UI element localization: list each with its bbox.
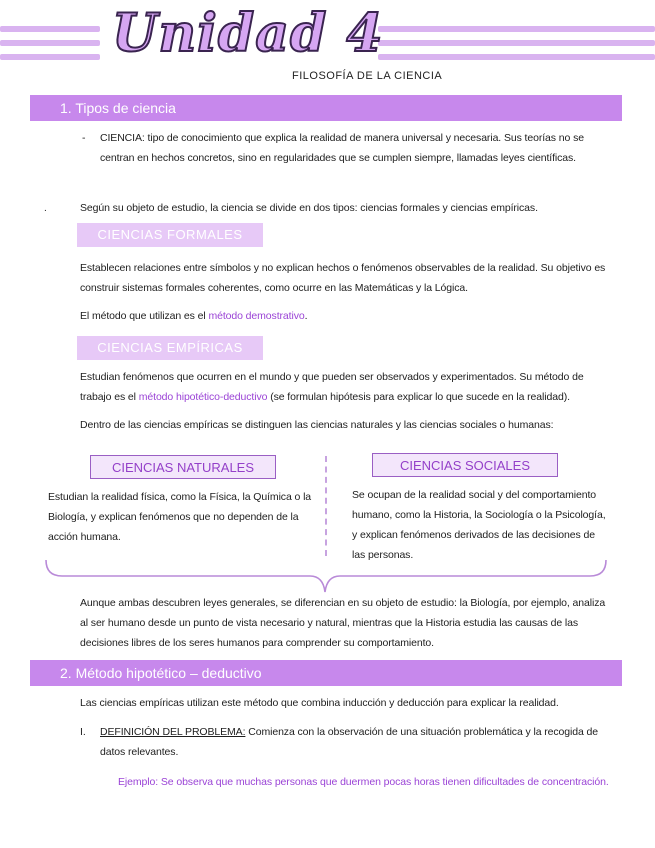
method-hipotetico-deductivo: método hipotético-deductivo [138, 391, 268, 403]
header-stripe [378, 40, 655, 46]
label-ciencias-naturales: CIENCIAS NATURALES [90, 455, 276, 479]
method-demostrativo: método demostrativo [208, 310, 305, 322]
label-ciencias-formales: CIENCIAS FORMALES [77, 223, 263, 247]
subdivision-paragraph: Dentro de las ciencias empíricas se distinguen las ciencias naturales y las ciencias sociales o humanas: [80, 419, 554, 431]
page-subtitle: FILOSOFÍA DE LA CIENCIA [292, 70, 443, 82]
step-number: I. [80, 726, 86, 738]
label-ciencias-sociales: CIENCIAS SOCIALES [372, 453, 558, 477]
header-stripe [0, 40, 100, 46]
section-heading: 1. Tipos de ciencia [30, 95, 622, 121]
comparison-paragraph: Aunque ambas descubren leyes generales, se diferencian en su objeto de estudio: la Biología, por ejemplo, analiza al ser humano desde un punto de vista necesario y natural, mientras que la Historia estudia las causas de las decisiones libres de los seres humanos para comprender su comportamiento. [80, 597, 606, 649]
label-ciencias-empiricas: CIENCIAS EMPÍRICAS [77, 336, 263, 360]
formales-method: El método que utilizan es el método demostrativo. [80, 310, 308, 322]
page-title: Unidad 4 [112, 3, 384, 64]
stray-dot: . [44, 203, 47, 214]
header-stripe [378, 26, 655, 32]
empiricas-paragraph: Estudian fenómenos que ocurren en el mundo y que pueden ser observados y experimentados. Su método de trabajo es el método hipotético-deductivo (se formulan hipótesis para explicar lo que sucede en la realidad). [80, 371, 584, 403]
method-intro: Las ciencias empíricas utilizan este método que combina inducción y deducción para explicar la realidad. [80, 697, 559, 709]
step-text: Comienza con la observación de una situación problemática y la recogida de datos relevantes. [100, 726, 599, 758]
definition-text: : tipo de conocimiento que explica la realidad de manera universal y necesaria. Sus teorías no se centran en hechos concretos, sino en regularidades que se cumplen siempre, llamadas leyes científicas. [100, 132, 584, 164]
step-term: DEFINICIÓN DEL PROBLEMA: [100, 726, 246, 738]
bullet-dash: - [82, 132, 86, 144]
header-stripe [0, 26, 100, 32]
definition-term: CIENCIA [100, 132, 142, 144]
header-stripe [0, 54, 100, 60]
naturales-paragraph: Estudian la realidad física, como la Física, la Química o la Biología, y explican fenómenos que no dependen de la acción humana. [48, 491, 312, 543]
curly-brace [40, 558, 615, 594]
sociales-paragraph: Se ocupan de la realidad social y del comportamiento humano, como la Historia, la Sociología o la Psicología, y explican fenómenos derivados de las decisiones de las personas. [352, 489, 606, 561]
example-text: Ejemplo: Se observa que muchas personas que duermen pocas horas tienen dificultades de concentración. [118, 776, 609, 788]
section-heading: 2. Método hipotético – deductivo [30, 660, 622, 686]
intro-paragraph: Según su objeto de estudio, la ciencia se divide en dos tipos: ciencias formales y ciencias empíricas. [80, 202, 538, 214]
definition-ciencia [100, 128, 600, 168]
column-divider [325, 456, 327, 556]
step-definicion [100, 722, 610, 762]
formales-paragraph: Establecen relaciones entre símbolos y no explican hechos o fenómenos observables de la realidad. Su objetivo es construir sistemas formales coherentes, como ocurre en las Matemáticas y la Lógica. [80, 262, 606, 294]
header-stripe [378, 54, 655, 60]
